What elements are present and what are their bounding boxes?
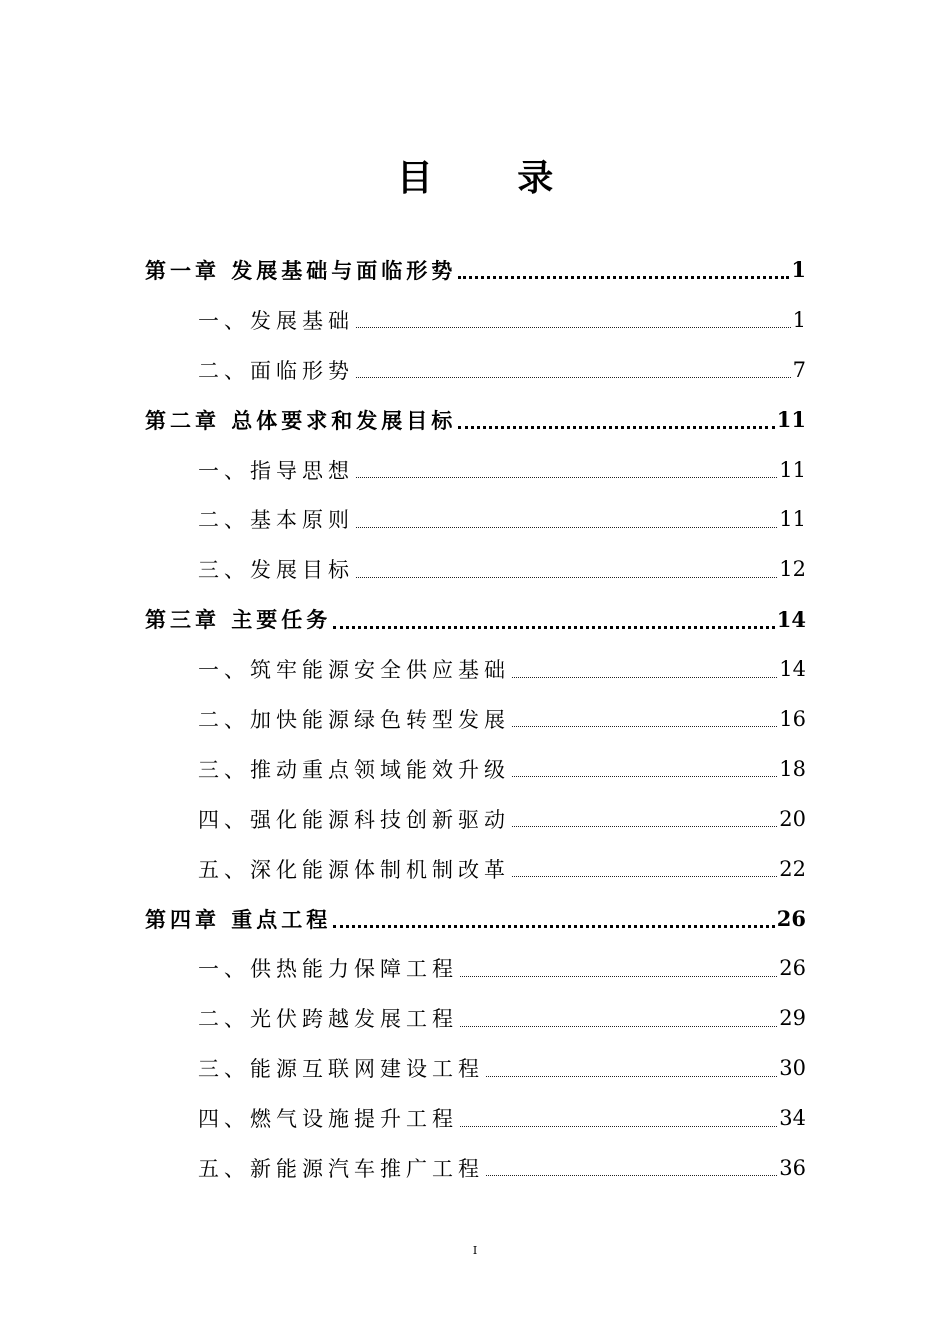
toc-entry-page: 12 bbox=[779, 557, 806, 582]
toc-chapter-entry[interactable] bbox=[145, 594, 806, 644]
toc-entry-page: 20 bbox=[779, 806, 806, 831]
toc-entry-page: 36 bbox=[779, 1155, 806, 1180]
toc-entry-label: 二、光伏跨越发展工程 bbox=[198, 1007, 458, 1032]
toc-leader-dots bbox=[512, 726, 777, 727]
toc-entry-label: 一、供热能力保障工程 bbox=[198, 957, 458, 982]
toc-section-entry[interactable] bbox=[145, 644, 806, 694]
toc-chapter-entry[interactable] bbox=[145, 395, 806, 445]
toc-section-entry[interactable] bbox=[145, 1093, 806, 1143]
toc-section-entry[interactable] bbox=[145, 445, 806, 495]
page-number: I bbox=[472, 1244, 478, 1257]
toc-entry-label: 第二章 总体要求和发展目标 bbox=[145, 407, 457, 433]
toc-leader-dots bbox=[460, 1126, 777, 1127]
toc-section-entry[interactable] bbox=[145, 744, 806, 794]
toc-leader-dots bbox=[486, 1175, 777, 1176]
toc-entry-page: 14 bbox=[779, 657, 806, 682]
toc-section-entry[interactable] bbox=[145, 1143, 806, 1193]
toc-entry-page: 1 bbox=[791, 257, 806, 283]
toc-leader-dots bbox=[356, 377, 791, 378]
toc-leader-dots bbox=[460, 976, 777, 977]
toc-chapter-entry[interactable] bbox=[145, 894, 806, 944]
toc-section-entry[interactable] bbox=[145, 494, 806, 544]
toc-entry-label: 三、能源互联网建设工程 bbox=[198, 1057, 484, 1082]
toc-entry-label: 一、指导思想 bbox=[198, 458, 354, 483]
toc-entry-page: 29 bbox=[779, 1006, 806, 1031]
toc-entry-label: 一、发展基础 bbox=[198, 308, 354, 333]
toc-leader-dots bbox=[458, 276, 789, 279]
toc-entry-label: 三、推动重点领域能效升级 bbox=[198, 757, 510, 782]
toc-entry-page: 14 bbox=[776, 606, 806, 632]
toc-entry-page: 30 bbox=[779, 1056, 806, 1081]
toc-leader-dots bbox=[333, 626, 774, 629]
toc-section-entry[interactable] bbox=[145, 943, 806, 993]
toc-leader-dots bbox=[512, 776, 777, 777]
toc-section-entry[interactable] bbox=[145, 295, 806, 345]
toc-leader-dots bbox=[458, 426, 774, 429]
toc-entry-page: 26 bbox=[776, 906, 806, 932]
toc-entry-label: 五、新能源汽车推广工程 bbox=[198, 1156, 484, 1181]
toc-leader-dots bbox=[512, 677, 777, 678]
toc-leader-dots bbox=[460, 1026, 777, 1027]
toc-entry-label: 第三章 主要任务 bbox=[145, 607, 332, 633]
toc-entry-page: 18 bbox=[779, 756, 806, 781]
toc-title: 目 录 bbox=[396, 157, 590, 199]
toc-entry-page: 11 bbox=[779, 457, 806, 482]
toc-section-entry[interactable] bbox=[145, 544, 806, 594]
toc-leader-dots bbox=[512, 826, 777, 827]
toc-section-entry[interactable] bbox=[145, 844, 806, 894]
toc-entry-page: 7 bbox=[792, 357, 806, 382]
toc-section-entry[interactable] bbox=[145, 694, 806, 744]
toc-entry-label: 第一章 发展基础与面临形势 bbox=[145, 257, 457, 283]
toc-entry-label: 二、面临形势 bbox=[198, 358, 354, 383]
toc-leader-dots bbox=[486, 1076, 777, 1077]
toc-entry-label: 三、发展目标 bbox=[198, 558, 354, 583]
toc-leader-dots bbox=[356, 327, 791, 328]
toc-entry-label: 一、筑牢能源安全供应基础 bbox=[198, 658, 510, 683]
toc-entry-page: 16 bbox=[779, 706, 806, 731]
toc-entry-label: 五、深化能源体制机制改革 bbox=[198, 857, 510, 882]
toc-section-entry[interactable] bbox=[145, 1043, 806, 1093]
toc-entry-label: 四、强化能源科技创新驱动 bbox=[198, 807, 510, 832]
toc-entry-page: 26 bbox=[779, 956, 806, 981]
toc-section-entry[interactable] bbox=[145, 993, 806, 1043]
toc-leader-dots bbox=[356, 477, 777, 478]
toc-entry-label: 第四章 重点工程 bbox=[145, 906, 332, 932]
toc-entry-label: 二、基本原则 bbox=[198, 508, 354, 533]
toc-section-entry[interactable] bbox=[145, 794, 806, 844]
toc-entry-page: 22 bbox=[779, 856, 806, 881]
toc-chapter-entry[interactable] bbox=[145, 245, 806, 295]
toc-leader-dots bbox=[356, 527, 777, 528]
toc-leader-dots bbox=[356, 577, 777, 578]
table-of-contents bbox=[145, 245, 806, 1193]
toc-section-entry[interactable] bbox=[145, 345, 806, 395]
toc-leader-dots bbox=[333, 925, 774, 928]
toc-entry-label: 二、加快能源绿色转型发展 bbox=[198, 707, 510, 732]
toc-entry-label: 四、燃气设施提升工程 bbox=[198, 1107, 458, 1132]
toc-entry-page: 34 bbox=[779, 1106, 806, 1131]
toc-entry-page: 11 bbox=[776, 407, 806, 433]
toc-entry-page: 1 bbox=[792, 307, 806, 332]
toc-leader-dots bbox=[512, 876, 777, 877]
toc-entry-page: 11 bbox=[779, 507, 806, 532]
